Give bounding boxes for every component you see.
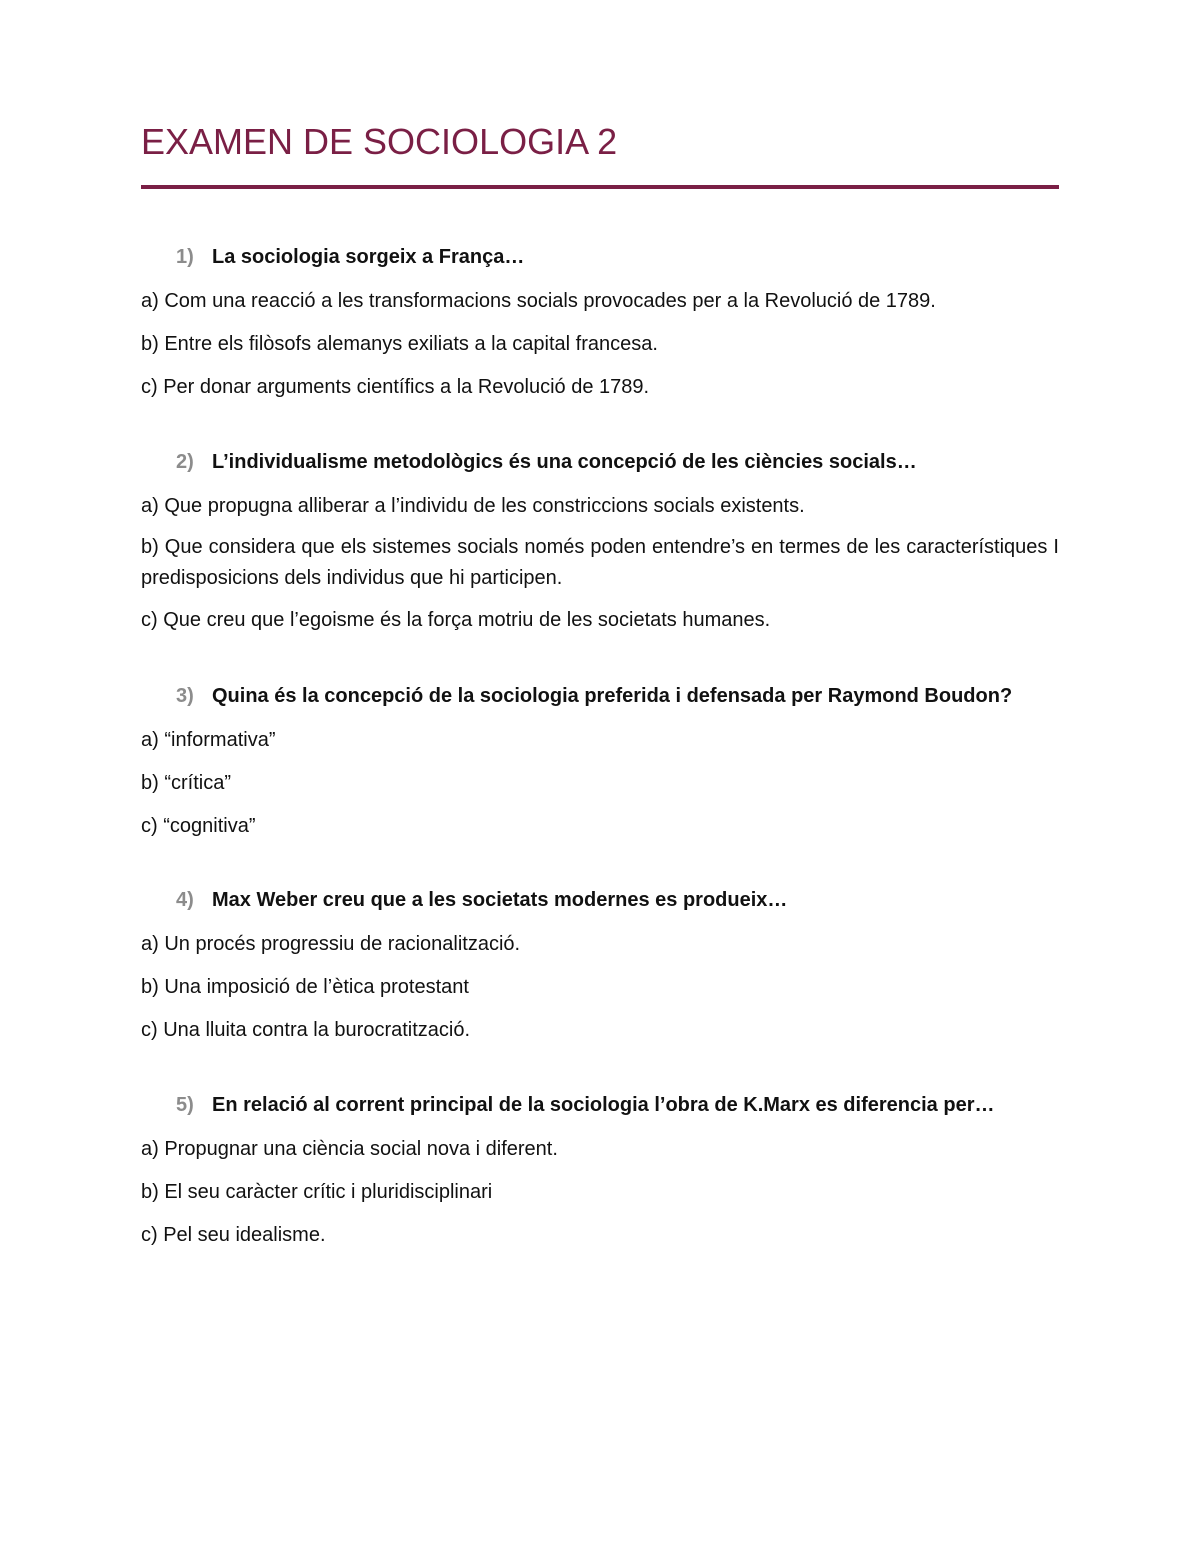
option-c: c) Per donar arguments científics a la Revolució de 1789. [141, 376, 650, 398]
option-a: a) Com una reacció a les transformacions socials provocades per a la Revolució de 1789. [141, 290, 936, 312]
question-number: 5) [176, 1094, 194, 1116]
question-1 [141, 244, 1059, 402]
question-number: 1) [176, 246, 194, 268]
question-number: 2) [176, 451, 194, 473]
option-b: b) “crítica” [141, 772, 231, 794]
question-text: Max Weber creu que a les societats modernes es produeix… [212, 889, 788, 911]
question-number: 3) [176, 685, 194, 707]
question-number: 4) [176, 889, 194, 911]
option-b: b) Entre els filòsofs alemanys exiliats a la capital francesa. [141, 333, 658, 355]
question-heading [141, 1092, 1059, 1118]
option-c: c) Que creu que l’egoisme és la força motriu de les societats humanes. [141, 609, 771, 631]
option-c: c) Pel seu idealisme. [141, 1224, 326, 1246]
question-5 [141, 1092, 1059, 1250]
question-2 [141, 449, 1059, 635]
option-a: a) Un procés progressiu de racionalització. [141, 933, 521, 955]
question-text: En relació al corrent principal de la sociologia l’obra de K.Marx es diferencia per… [212, 1094, 995, 1116]
option-a: a) Propugnar una ciència social nova i diferent. [141, 1138, 558, 1160]
title-divider [141, 185, 1059, 189]
option-b: b) Que considera que els sistemes socials només poden entendre’s en termes de les característiques I predisposicions dels individus que hi participen. [141, 536, 1059, 589]
question-heading [141, 244, 1059, 270]
option-a: a) Que propugna alliberar a l’individu de les constriccions socials existents. [141, 495, 805, 517]
question-3 [141, 683, 1059, 841]
option-b: b) El seu caràcter crític i pluridisciplinari [141, 1181, 493, 1203]
page-title: EXAMEN DE SOCIOLOGIA 2 [141, 121, 618, 162]
question-heading [141, 887, 1059, 913]
option-b: b) Una imposició de l’ètica protestant [141, 976, 469, 998]
question-text: La sociologia sorgeix a França… [212, 246, 525, 268]
question-4 [141, 887, 1059, 1045]
option-a: a) “informativa” [141, 729, 276, 751]
question-text: Quina és la concepció de la sociologia preferida i defensada per Raymond Boudon? [212, 685, 1013, 707]
question-heading [141, 683, 1059, 709]
option-c: c) Una lluita contra la burocratització. [141, 1019, 471, 1041]
question-heading [141, 449, 1059, 475]
question-text: L’individualisme metodològics és una concepció de les ciències socials… [212, 451, 917, 473]
option-c: c) “cognitiva” [141, 815, 256, 837]
